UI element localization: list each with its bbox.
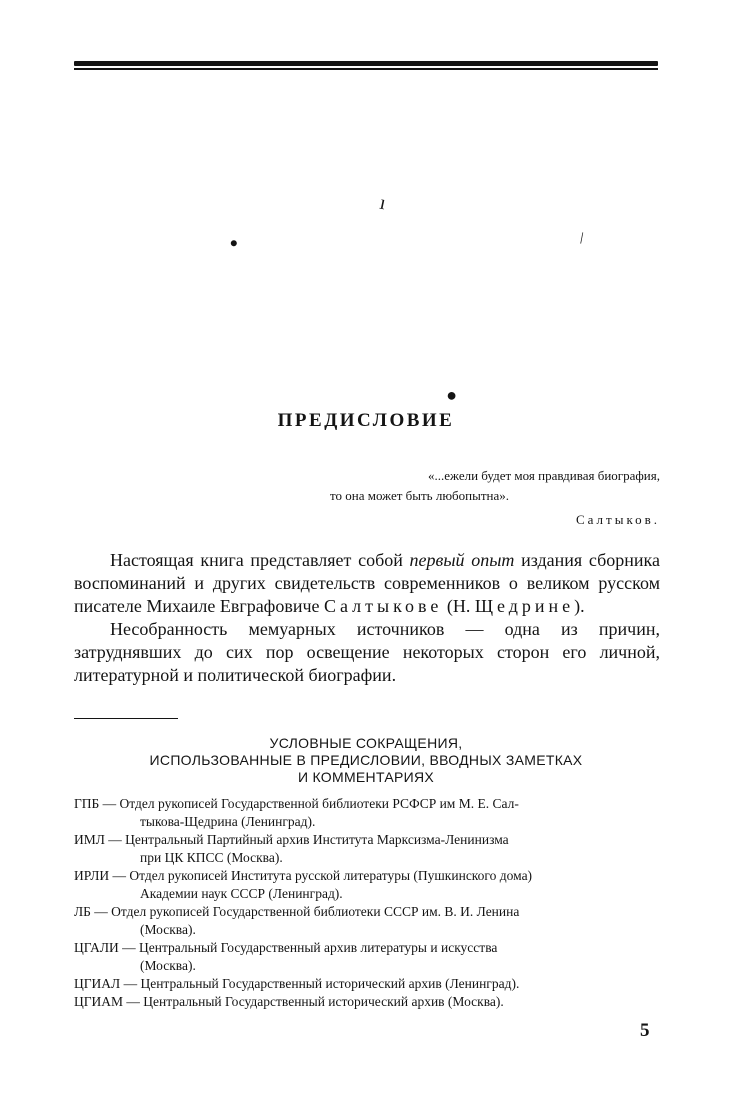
top-rule [74,61,658,66]
ink-speck: ● [442,383,460,407]
page-title: ПРЕДИСЛОВИЕ [277,410,455,431]
abbreviation-continuation: при ЦК КПСС (Москва). [140,850,283,865]
paragraph-1-emphasis: первый опыт [409,550,515,570]
abbreviations-list [74,795,660,1011]
ink-speck: \ [575,230,588,248]
abbreviation-entry [74,867,660,903]
epigraph-line-2: то она может быть любопытна». [330,488,510,503]
paragraph-1-spaced-name: Щедрине [474,596,575,616]
abbreviation-entry [74,831,660,867]
paragraph-1 [74,549,660,618]
abbreviation-text: ЦГАЛИ — Центральный Государственный архив литературы и искусства [74,940,498,955]
paragraph-1-text: Настоящая книга представляет собой [110,550,410,570]
paragraph-1-text: издания сборника воспоминаний и других свидетельств современников о великом русском писателе Михаиле Евграфовиче [74,550,660,616]
paragraph-1-text: ). [574,596,585,616]
abbreviation-entry [74,795,660,831]
abbreviation-text: ЛБ — Отдел рукописей Государственной библиотеки СССР им. В. И. Ленина [74,904,520,919]
page-number: 5 [640,1020,650,1041]
paragraph-1-text: (Н. [442,596,475,616]
epigraph [320,466,660,530]
abbreviation-text: ГПБ — Отдел рукописей Государственной библиотеки РСФСР им М. Е. Сал- [74,796,519,811]
abbreviation-continuation: Академии наук СССР (Ленинград). [140,886,343,901]
preface-body [74,549,660,687]
footnote-rule [74,718,178,719]
abbreviations-heading-line: ИСПОЛЬЗОВАННЫЕ В ПРЕДИСЛОВИИ, ВВОДНЫХ ЗАМЕТКАХ [149,752,583,768]
abbreviations-heading-line: УСЛОВНЫЕ СОКРАЩЕНИЯ, [269,735,463,751]
abbreviation-entry [74,939,660,975]
top-rule-thin [74,68,658,70]
abbreviation-text: ЦГИАЛ — Центральный Государственный исторический архив (Ленинград). [74,976,520,991]
abbreviation-entry [74,975,660,993]
paragraph-2: Несобранность мемуарных источников — одна из причин, затруднявших до сих пор освещение некоторых сторон его личной, литературной и политической биографии. [74,619,660,685]
epigraph-line-1: «...ежели будет моя правдивая биография, [428,468,660,483]
abbreviations-heading-line: И КОММЕНТАРИЯХ [297,769,435,785]
abbreviation-continuation: (Москва). [140,958,196,973]
abbreviation-text: ЦГИАМ — Центральный Государственный исторический архив (Москва). [74,994,504,1009]
abbreviation-continuation: (Москва). [140,922,196,937]
paragraph-1-spaced-name: Салтыкове [324,596,443,616]
abbreviation-text: ИРЛИ — Отдел рукописей Института русской литературы (Пушкинского дома) [74,868,533,883]
abbreviation-continuation: тыкова-Щедрина (Ленинград). [140,814,316,829]
abbreviation-entry [74,993,660,1011]
ink-speck: ● [226,234,242,253]
abbreviation-entry [74,903,660,939]
abbreviations-heading [0,735,732,786]
abbreviation-text: ИМЛ — Центральный Партийный архив Института Марксизма-Ленинизма [74,832,509,847]
epigraph-author: Салтыков. [575,512,660,527]
ink-speck: ı [377,191,388,215]
